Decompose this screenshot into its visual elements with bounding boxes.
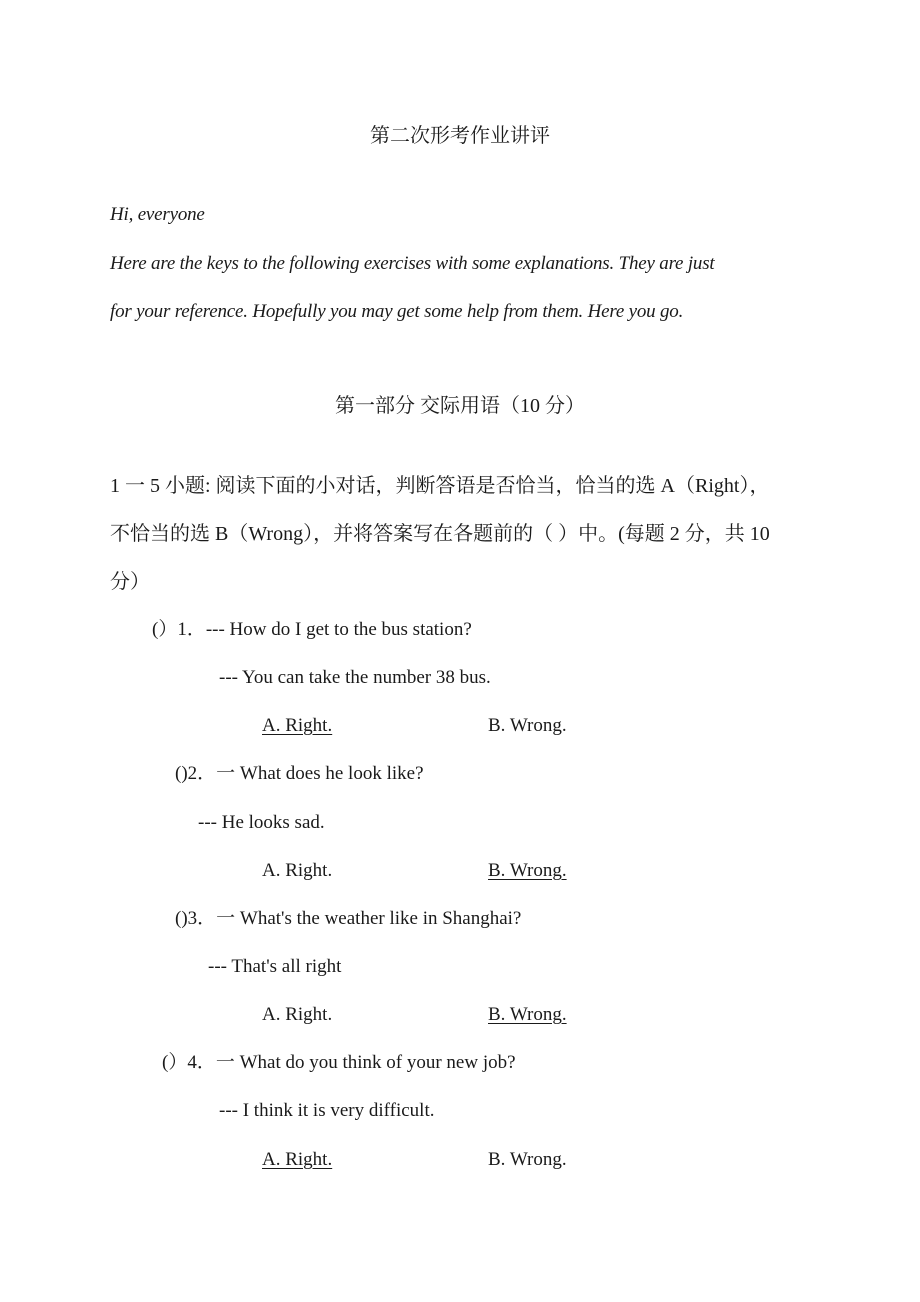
question-2-option-a: A. Right. xyxy=(262,860,333,881)
greeting-text: Hi, everyone xyxy=(110,204,205,225)
question-2-prompt: ()2．一 What does he look like? xyxy=(175,763,424,784)
intro-text-line-1: Here are the keys to the following exercises with some explanations. They are just xyxy=(110,253,715,274)
section-title: 第一部分 交际用语（10 分） xyxy=(335,395,585,417)
question-3-option-b: B. Wrong. xyxy=(488,1004,567,1025)
intro-text-line-2: for your reference. Hopefully you may get some help from them. Here you go. xyxy=(110,301,684,322)
question-1-option-b: B. Wrong. xyxy=(488,715,567,736)
question-4-prompt: (）4．一 What do you think of your new job? xyxy=(162,1052,516,1073)
instructions-line-2: 不恰当的选 B（Wrong），并将答案写在各题前的（ ）中。(每题 2 分，共 10 xyxy=(110,523,770,545)
question-1-reply: --- You can take the number 38 bus. xyxy=(219,667,491,688)
question-2-option-b: B. Wrong. xyxy=(488,860,567,881)
question-4-reply: --- I think it is very difficult. xyxy=(219,1100,435,1121)
question-3-prompt: ()3．一 What's the weather like in Shanghai? xyxy=(175,908,522,929)
question-1-prompt: (）1．--- How do I get to the bus station? xyxy=(152,619,472,640)
page-title: 第二次形考作业讲评 xyxy=(370,125,550,147)
question-3-option-a: A. Right. xyxy=(262,1004,333,1025)
question-4-option-a: A. Right. xyxy=(262,1149,333,1170)
question-4-option-b: B. Wrong. xyxy=(488,1149,567,1170)
question-1-option-a: A. Right. xyxy=(262,715,333,736)
question-3-reply: --- That's all right xyxy=(208,956,342,977)
instructions-line-3: 分） xyxy=(110,571,150,593)
instructions-line-1: 1 一 5 小题: 阅读下面的小对话，判断答语是否恰当，恰当的选 A（Right）， xyxy=(110,475,770,497)
question-2-reply: --- He looks sad. xyxy=(198,812,325,833)
